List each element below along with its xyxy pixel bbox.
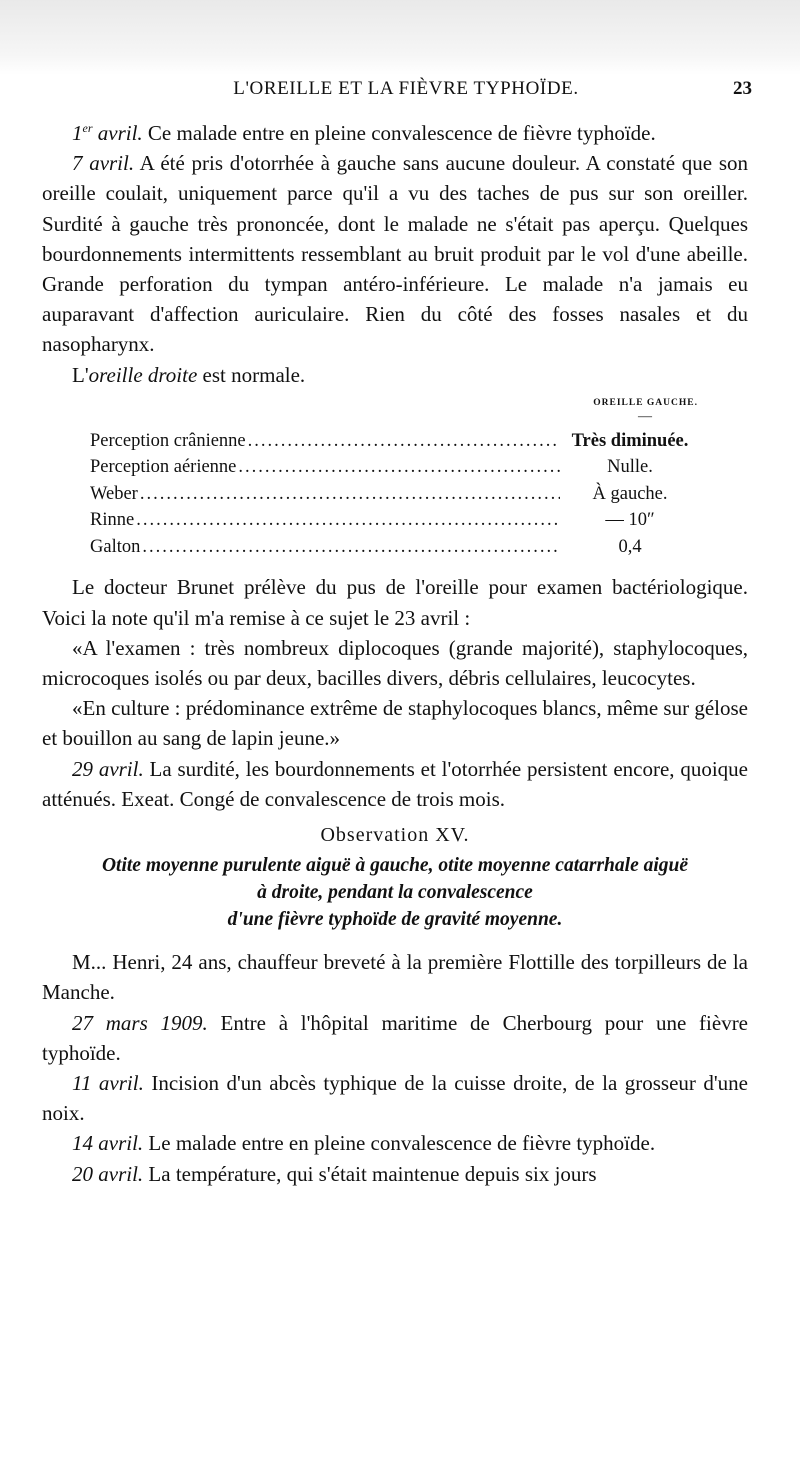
row-label: Perception crânienne (90, 430, 246, 451)
page-body (42, 118, 748, 1189)
entry-date: 11 avril. (72, 1070, 144, 1095)
entry-date: 7 avril. (72, 151, 135, 176)
page-header (40, 78, 752, 110)
entry-date: 20 avril. (72, 1161, 144, 1186)
paragraph-march-27 (42, 1008, 748, 1068)
paragraph-april-7 (42, 148, 748, 359)
entry-date: 1er avril. (72, 121, 143, 145)
row-label: Galton (90, 536, 141, 557)
table-row (90, 426, 700, 453)
table-row (90, 505, 700, 532)
row-label: Rinne (90, 510, 135, 531)
paragraph-culture: «En culture : prédominance extrême de staphylocoques blancs, même sur gélose et bouillon au sang de lapin jeune.» (42, 696, 748, 751)
paragraph-brunet: Le docteur Brunet prélève du pus de l'oreille pour examen bactériologique. Voici la note qu'il m'a remise à ce sujet le 23 avril : (42, 575, 748, 630)
paragraph-april-1 (42, 118, 748, 148)
row-value: 0,4 (618, 536, 642, 557)
entry-text: Incision d'un abcès typhique de la cuisse droite, de la grosseur d'une noix. (42, 1070, 748, 1126)
observation-subtitle: Otite moyenne purulente aiguë à gauche, otite moyenne catarrhale aiguë à droite, pendant la convalescence d'une fièvre typhoïde de gravité moyenne. (101, 855, 689, 931)
entry-text: Entre à l'hôpital maritime de Cherbourg pour une fièvre typhoïde. (42, 1010, 749, 1065)
row-label: Weber (90, 483, 138, 504)
table-row (90, 479, 700, 506)
table-row (90, 532, 700, 559)
paragraph-patient: M... Henri, 24 ans, chauffeur breveté à la première Flottille des torpilleurs de la Manche. (42, 950, 748, 1005)
row-label: Perception aérienne (90, 457, 237, 478)
leader-dots (140, 532, 560, 562)
paragraph-april-11 (42, 1068, 748, 1128)
entry-text: La température, qui s'était maintenue depuis six jours (143, 1161, 597, 1186)
hearing-test-table (90, 426, 700, 559)
paragraph-april-20 (42, 1159, 748, 1189)
paragraph-examen: «A l'examen : très nombreux diplocoques (grande majorité), staphylocoques, microcoques isolés ou par deux, bacilles divers, débris cellulaires, leucocytes. (42, 635, 748, 690)
entry-text: Le malade entre en pleine convalescence de fièvre typhoïde. (143, 1131, 656, 1156)
entry-date: 27 mars 1909. (72, 1010, 208, 1035)
row-value: Nulle. (607, 457, 653, 478)
page-number: 23 (733, 78, 752, 99)
paragraph-right-ear: L'oreille droite est normale. (72, 362, 306, 387)
paragraph-april-14 (42, 1128, 748, 1158)
entry-date: 29 avril. (72, 756, 144, 781)
running-title: L'OREILLE ET LA FIÈVRE TYPHOÏDE. (233, 78, 579, 99)
paragraph-april-29 (42, 754, 748, 814)
row-value: — 10″ (605, 510, 655, 531)
table-header-dash: — (638, 408, 652, 424)
entry-date: 14 avril. (72, 1131, 144, 1156)
table-row (90, 452, 700, 479)
entry-text: A été pris d'otorrhée à gauche sans aucune douleur. A constaté que son oreille coulait, uniquement parce qu'il a vu des taches de pus sur son oreiller. Surdité à gauche très prononcée, dont le malade ne s'était pas aperçu. Quelques bourdonnements intermittents ressemblant au bruit produit par le vol d'une abeille. Grande perforation du tympan antéro-inférieure. Le malade n'a jamais eu auparavant d'affection auriculaire. Rien du côté des fosses nasales et du nasopharynx. (42, 151, 748, 357)
observation-title: Observation XV. (320, 823, 470, 846)
row-value: Très diminuée. (571, 430, 689, 451)
table-column-header: OREILLE GAUCHE. (593, 397, 698, 408)
entry-text: Ce malade entre en pleine convalescence de fièvre typhoïde. (142, 121, 656, 145)
row-value: À gauche. (592, 483, 668, 504)
entry-text: La surdité, les bourdonnements et l'otorrhée persistent encore, quoique atténués. Exeat. Congé de convalescence de trois mois. (42, 756, 748, 811)
